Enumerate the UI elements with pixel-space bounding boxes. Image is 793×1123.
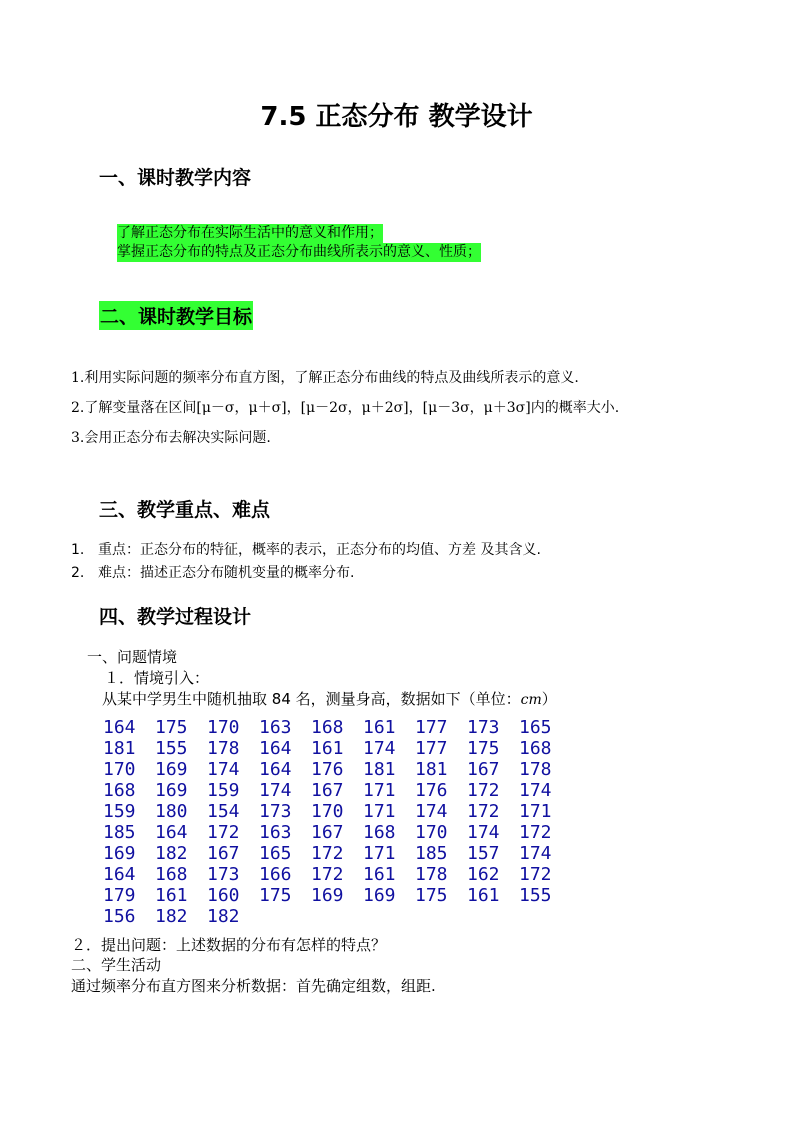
intro-close: ） <box>541 690 557 708</box>
height-value: 175 <box>155 717 188 738</box>
content-list <box>117 224 481 262</box>
height-value: 169 <box>103 843 136 864</box>
height-value: 172 <box>207 822 240 843</box>
section-heading-objectives: 二、课时教学目标 <box>99 301 253 330</box>
height-value: 167 <box>311 780 344 801</box>
height-value: 176 <box>311 759 344 780</box>
height-value: 178 <box>519 759 552 780</box>
table-row <box>103 801 571 822</box>
keypoint-text: 难点：描述正态分布随机变量的概率分布. <box>98 565 355 581</box>
height-value: 168 <box>103 780 136 801</box>
height-value: 157 <box>467 843 500 864</box>
page-title: 7.5 正态分布 教学设计 <box>260 102 533 132</box>
height-value: 171 <box>363 843 396 864</box>
section-heading-process: 四、教学过程设计 <box>99 606 252 628</box>
table-row <box>103 759 571 780</box>
height-value: 174 <box>259 780 292 801</box>
height-value: 170 <box>311 801 344 822</box>
height-value: 170 <box>103 759 136 780</box>
subheading-problem: 一、问题情境 <box>87 648 178 666</box>
height-value: 169 <box>363 885 396 906</box>
intro-sentence: 从某中学男生中随机抽取 84 名，测量身高，数据如下（单位： <box>102 690 521 708</box>
content-item: 掌握正态分布的特点及正态分布曲线所表示的意义、性质； <box>117 244 481 260</box>
height-value: 164 <box>259 738 292 759</box>
height-value: 175 <box>259 885 292 906</box>
table-row <box>103 843 571 864</box>
height-value: 161 <box>467 885 500 906</box>
height-value: 168 <box>311 717 344 738</box>
height-value: 172 <box>519 864 552 885</box>
height-value: 159 <box>207 780 240 801</box>
height-value: 163 <box>259 717 292 738</box>
height-value: 171 <box>363 801 396 822</box>
height-value: 169 <box>311 885 344 906</box>
height-value: 159 <box>103 801 136 822</box>
activity-text: 通过频率分布直方图来分析数据：首先确定组数，组距. <box>71 977 436 995</box>
height-value: 154 <box>207 801 240 822</box>
height-value: 175 <box>415 885 448 906</box>
table-row <box>103 885 571 906</box>
height-value: 168 <box>519 738 552 759</box>
height-value: 155 <box>519 885 552 906</box>
height-value: 168 <box>155 864 188 885</box>
height-value: 172 <box>311 864 344 885</box>
height-value: 181 <box>415 759 448 780</box>
keypoint-item <box>71 539 541 559</box>
height-value: 170 <box>415 822 448 843</box>
section-heading-content: 一、课时教学内容 <box>99 167 252 189</box>
height-value: 181 <box>363 759 396 780</box>
height-value: 161 <box>155 885 188 906</box>
height-value: 182 <box>155 843 188 864</box>
height-value: 163 <box>259 822 292 843</box>
objective-item: 1.利用实际问题的频率分布直方图，了解正态分布曲线的特点及曲线所表示的意义. <box>71 370 579 386</box>
height-value: 182 <box>207 906 240 927</box>
height-data-table <box>103 717 571 927</box>
keypoint-number: 1. <box>71 542 85 558</box>
height-value: 161 <box>363 864 396 885</box>
height-value: 173 <box>207 864 240 885</box>
table-row <box>103 864 571 885</box>
table-row <box>103 780 571 801</box>
table-row <box>103 906 571 927</box>
height-value: 165 <box>519 717 552 738</box>
height-value: 174 <box>415 801 448 822</box>
height-value: 176 <box>415 780 448 801</box>
height-value: 174 <box>519 780 552 801</box>
height-value: 167 <box>467 759 500 780</box>
objective-item: 3.会用正态分布去解决实际问题. <box>71 430 271 446</box>
height-value: 171 <box>363 780 396 801</box>
height-value: 169 <box>155 759 188 780</box>
height-value: 180 <box>155 801 188 822</box>
table-row <box>103 738 571 759</box>
height-value: 182 <box>155 906 188 927</box>
subheading-activity: 二、学生活动 <box>71 956 162 974</box>
height-value: 172 <box>467 780 500 801</box>
height-value: 185 <box>415 843 448 864</box>
height-value: 169 <box>155 780 188 801</box>
height-value: 166 <box>259 864 292 885</box>
height-value: 177 <box>415 717 448 738</box>
content-item: 了解正态分布在实际生活中的意义和作用； <box>117 225 383 241</box>
height-value: 172 <box>467 801 500 822</box>
height-value: 178 <box>415 864 448 885</box>
height-value: 179 <box>103 885 136 906</box>
height-value: 164 <box>155 822 188 843</box>
height-value: 174 <box>207 759 240 780</box>
intro-label: １．情境引入： <box>104 669 210 687</box>
height-value: 172 <box>311 843 344 864</box>
intro-text <box>102 688 557 709</box>
height-value: 181 <box>103 738 136 759</box>
table-row <box>103 717 571 738</box>
height-value: 155 <box>155 738 188 759</box>
section-heading-keypoints: 三、教学重点、难点 <box>99 499 271 521</box>
objective-item: 2.了解变量落在区间[μ－σ，μ＋σ]，[μ－2σ，μ＋2σ]，[μ－3σ，μ＋3σ]内的概率大小. <box>71 400 620 416</box>
height-value: 168 <box>363 822 396 843</box>
height-value: 171 <box>519 801 552 822</box>
height-value: 174 <box>519 843 552 864</box>
height-value: 164 <box>103 864 136 885</box>
height-value: 165 <box>259 843 292 864</box>
question-text: ２．提出问题：上述数据的分布有怎样的特点？ <box>71 936 387 954</box>
height-value: 175 <box>467 738 500 759</box>
keypoint-number: 2. <box>71 565 85 581</box>
height-value: 173 <box>259 801 292 822</box>
height-value: 170 <box>207 717 240 738</box>
height-value: 164 <box>259 759 292 780</box>
height-value: 174 <box>363 738 396 759</box>
height-value: 162 <box>467 864 500 885</box>
height-value: 167 <box>207 843 240 864</box>
height-value: 156 <box>103 906 136 927</box>
table-row <box>103 822 571 843</box>
height-value: 172 <box>519 822 552 843</box>
height-value: 177 <box>415 738 448 759</box>
keypoint-item <box>71 562 354 582</box>
height-value: 185 <box>103 822 136 843</box>
height-value: 161 <box>311 738 344 759</box>
height-value: 161 <box>363 717 396 738</box>
height-value: 178 <box>207 738 240 759</box>
height-value: 173 <box>467 717 500 738</box>
keypoint-text: 重点：正态分布的特征，概率的表示，正态分布的均值、方差 及其含义. <box>98 542 541 558</box>
height-value: 174 <box>467 822 500 843</box>
height-value: 160 <box>207 885 240 906</box>
height-value: 167 <box>311 822 344 843</box>
unit-label: cm <box>520 692 542 708</box>
height-value: 164 <box>103 717 136 738</box>
